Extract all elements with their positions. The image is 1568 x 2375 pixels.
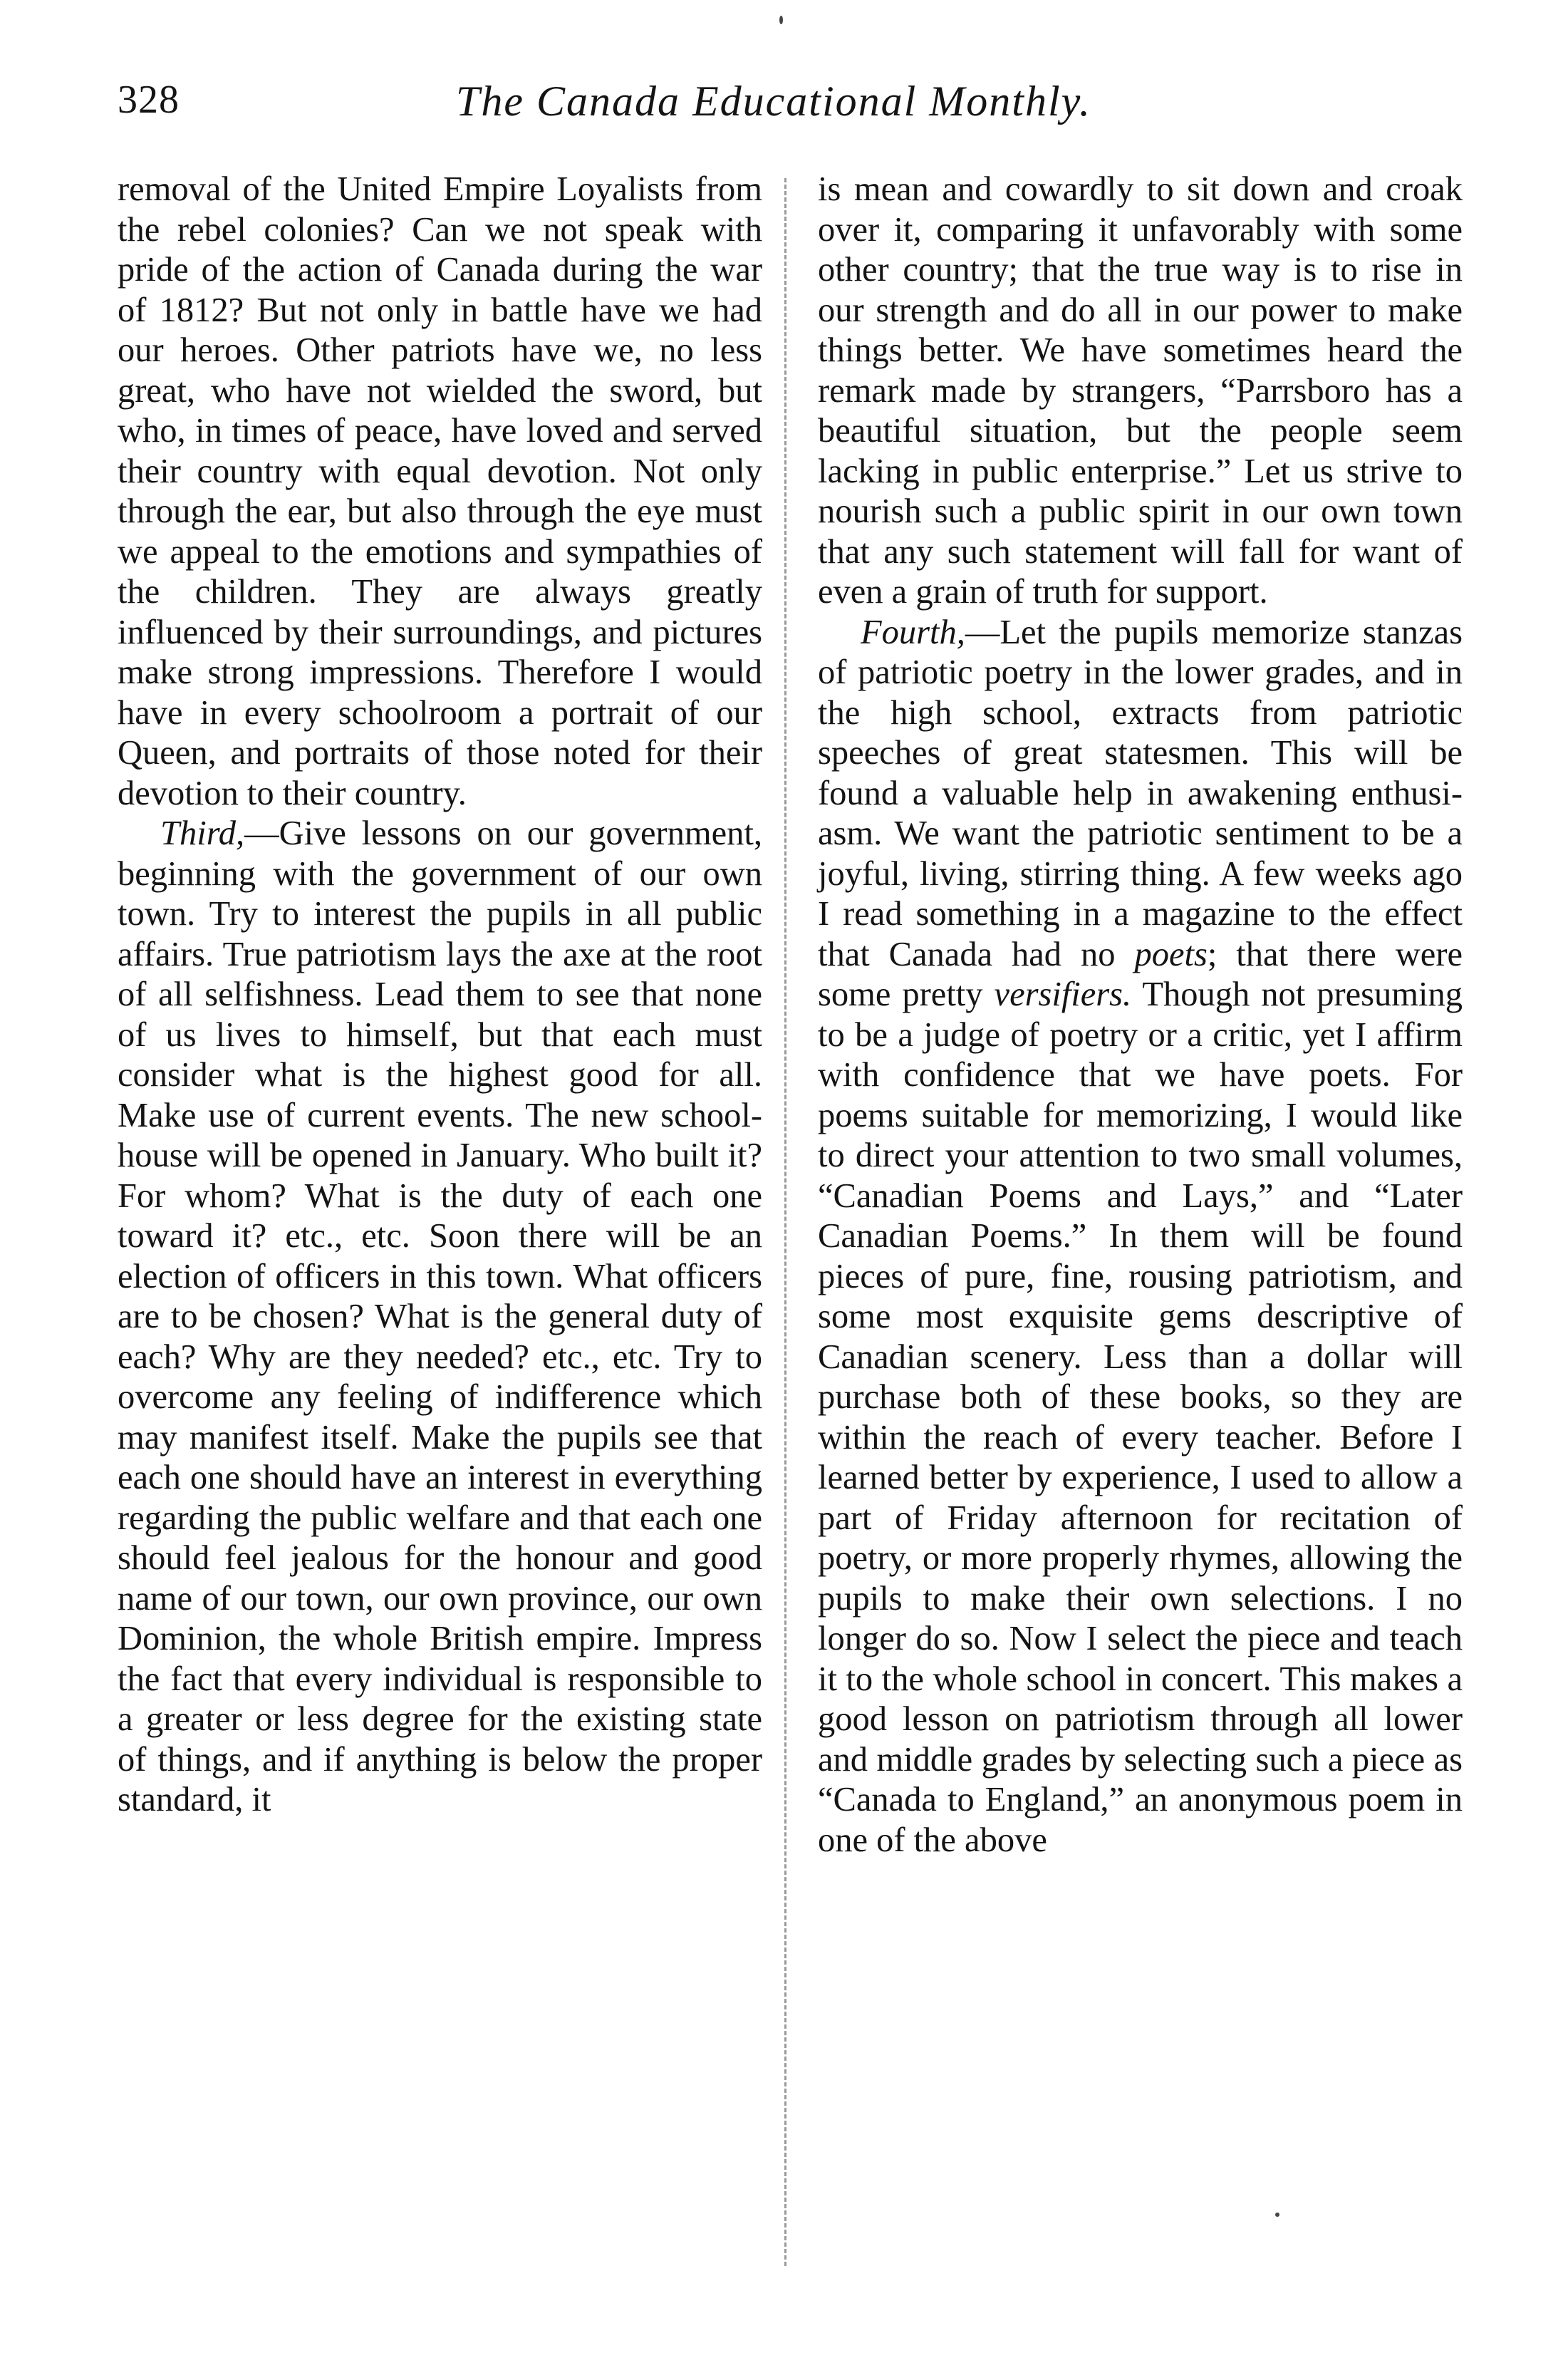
scan-speck <box>779 16 783 24</box>
scan-speck <box>1275 2213 1279 2217</box>
left-column <box>118 170 762 1821</box>
emphasis-poets: poets <box>1134 935 1208 973</box>
paragraph-loyalists: removal of the United Empire Loyalists from the rebel colonies? Can we not speak with pride of the action of Canada during the war of 1812? But not only in battle have we had our heroes. Other patriots have we, no less great, who have not wielded the sword, but who, in times of peace, have loved and served their country with equal devotion. Not only through the ear, but also through the eye must we appeal to the emotions and sympathies of the children. They are always greatly influenced by their surroundings, and pictures make strong impressions. Therefore I would have in every schoolroom a portrait of our Queen, and portraits of those noted for their devotion to their country. <box>118 170 762 812</box>
paragraph-third-body: —Give lessons on our government, beginning with the government of our own town. Try to interest the pupils in all public affairs. True patriotism lays the axe at the root of all selfishness. Lead them to see that none of us lives to himself, but that each must consider what is the highest good for all. Make use of current events. The new schoolhouse will be opened in January. Who built it? For whom? What is the duty of each one toward it? etc., etc. Soon there will be an election of officers in this town. What officers are to be chosen? What is the general duty of each? Why are they needed? etc., etc. Try to overcome any feeling of indifference which may manifest itself. Make the pupils see that each one should have an interest in everything regarding the public welfare and that each one should feel jealous for the honour and good name of our town, our own province, our own Dominion, the whole British empire. Impress the fact that every individual is responsible to a greater or less degree for the existing state of things, and if anything is below the proper standard, it <box>118 814 762 1818</box>
paragraph-fourth-body-a: —Let the pupils memorize stanzas of patriotic poetry in the lower grades, and in the high school, extracts from patriotic speeches of great statesmen. This will be found a valuable help in awakening enthusiasm. We want the patriotic sentiment to be a joyful, living, stirring thing. A few weeks ago I read something in a magazine to the effect that Canada had no <box>818 613 1463 973</box>
paragraph-lead-in-fourth: Fourth, <box>861 613 965 651</box>
running-header <box>118 77 1450 134</box>
paragraph-fourth-body-c: Though not presuming to be a judge of poetry or a critic, yet I affirm with confidence that we have poets. For poems suitable for memorizing, I would like to direct your attention to two small volumes, “Canadian Poems and Lays,” and “Later Canadian Poems.” In them will be found pieces of pure, fine, rousing patriotism, and some most exquisite gems descriptive of Canadian scenery. Less than a dollar will purchase both of these books, so they are within the reach of every teacher. Before I learned better by experience, I used to allow a part of Friday afternoon for recitation of poetry, or more properly rhymes, allowing the pupils to make their own selections. I no longer do so. Now I select the piece and teach it to the whole school in concert. This makes a good lesson on patriotism through all lower and middle grades by selecting such a piece as “Canada to England,” an anonymous poem in one of the above <box>818 976 1463 1859</box>
paragraph-public-spirit: is mean and cowardly to sit down and croak over it, comparing it unfavorably with some other country; that the true way is to rise in our strength and do all in our power to make things better. We have sometimes heard the remark made by strangers, “Parrsboro has a beautiful situation, but the people seem lacking in public enterprise.” Let us strive to nourish such a public spirit in our own town that any such statement will fall for want of even a grain of truth for support. <box>818 170 1463 611</box>
emphasis-versifiers: versifiers. <box>994 976 1132 1013</box>
column-divider <box>784 178 786 2266</box>
paragraph-fourth-body-b: ; that there were some pretty <box>818 935 1463 1013</box>
paragraph-lead-in-third: Third, <box>160 814 245 852</box>
running-title: The Canada Educational Monthly. <box>456 78 1091 125</box>
page-number: 328 <box>118 78 180 122</box>
right-column <box>818 170 1463 1861</box>
paragraph-third <box>118 814 762 1821</box>
paragraph-fourth <box>818 613 1463 1861</box>
